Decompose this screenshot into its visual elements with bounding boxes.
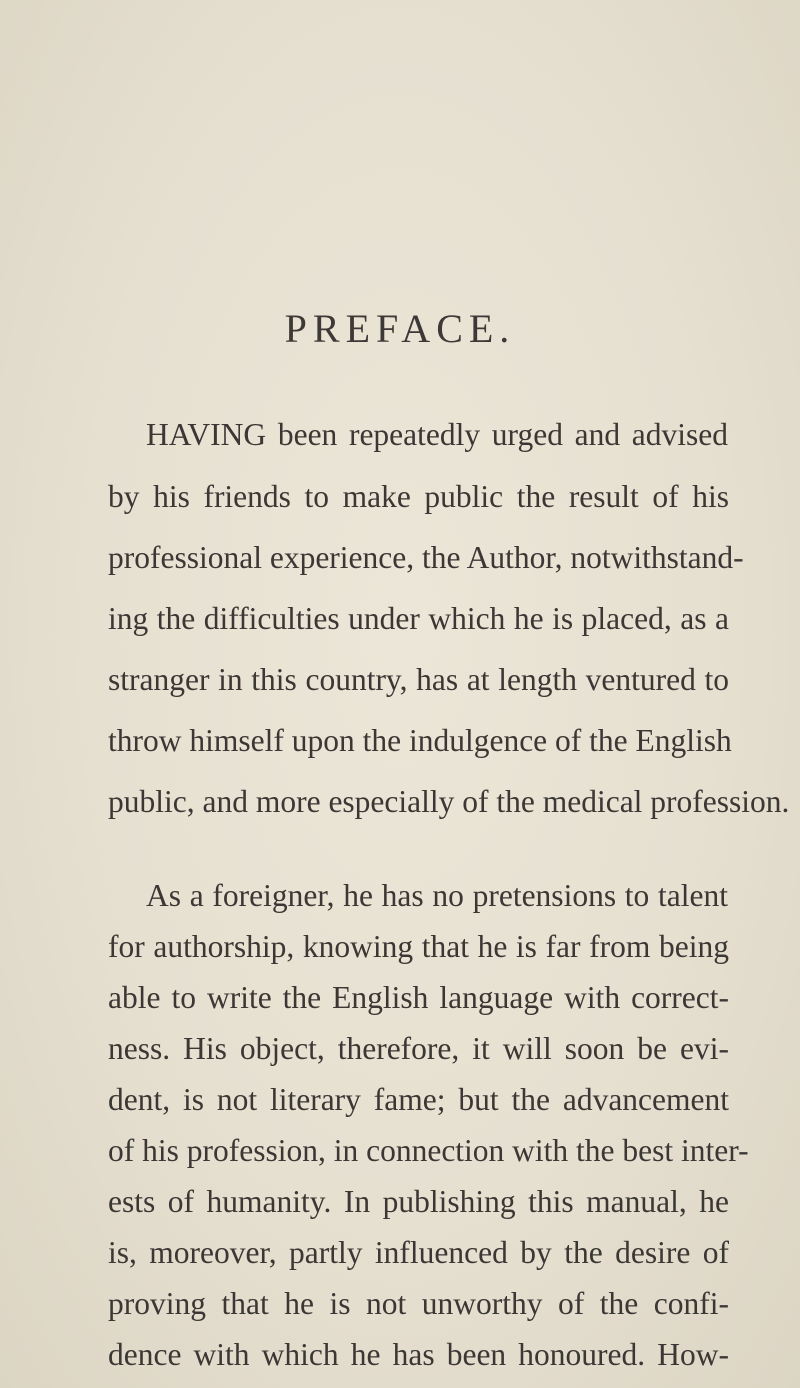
text-line: stranger in this country, has at length ventured to <box>108 662 729 697</box>
text-line: HAVING been repeatedly urged and advised <box>146 417 728 452</box>
text-line: of his profession, in connection with the best inter- <box>108 1133 749 1168</box>
text-line: for authorship, knowing that he is far from being <box>108 929 729 964</box>
text-line: ness. His object, therefore, it will soon be evi- <box>108 1031 729 1066</box>
text-line: proving that he is not unworthy of the confi- <box>108 1286 729 1321</box>
text-line: dent, is not literary fame; but the advancement <box>108 1082 729 1117</box>
text-line: professional experience, the Author, notwithstand- <box>108 540 744 575</box>
text-line: able to write the English language with correct- <box>108 980 729 1015</box>
text-line: ing the difficulties under which he is placed, as a <box>108 601 729 636</box>
text-line: ests of humanity. In publishing this manual, he <box>108 1184 729 1219</box>
text-line: As a foreigner, he has no pretensions to talent <box>146 878 728 913</box>
text-line: dence with which he has been honoured. How- <box>108 1337 729 1372</box>
text-line: is, moreover, partly influenced by the desire of <box>108 1235 729 1270</box>
page-title: PREFACE. <box>284 306 516 351</box>
text-line: by his friends to make public the result of his <box>108 479 729 514</box>
text-line: public, and more especially of the medical profession. <box>108 784 790 819</box>
text-line: throw himself upon the indulgence of the English <box>108 723 732 758</box>
